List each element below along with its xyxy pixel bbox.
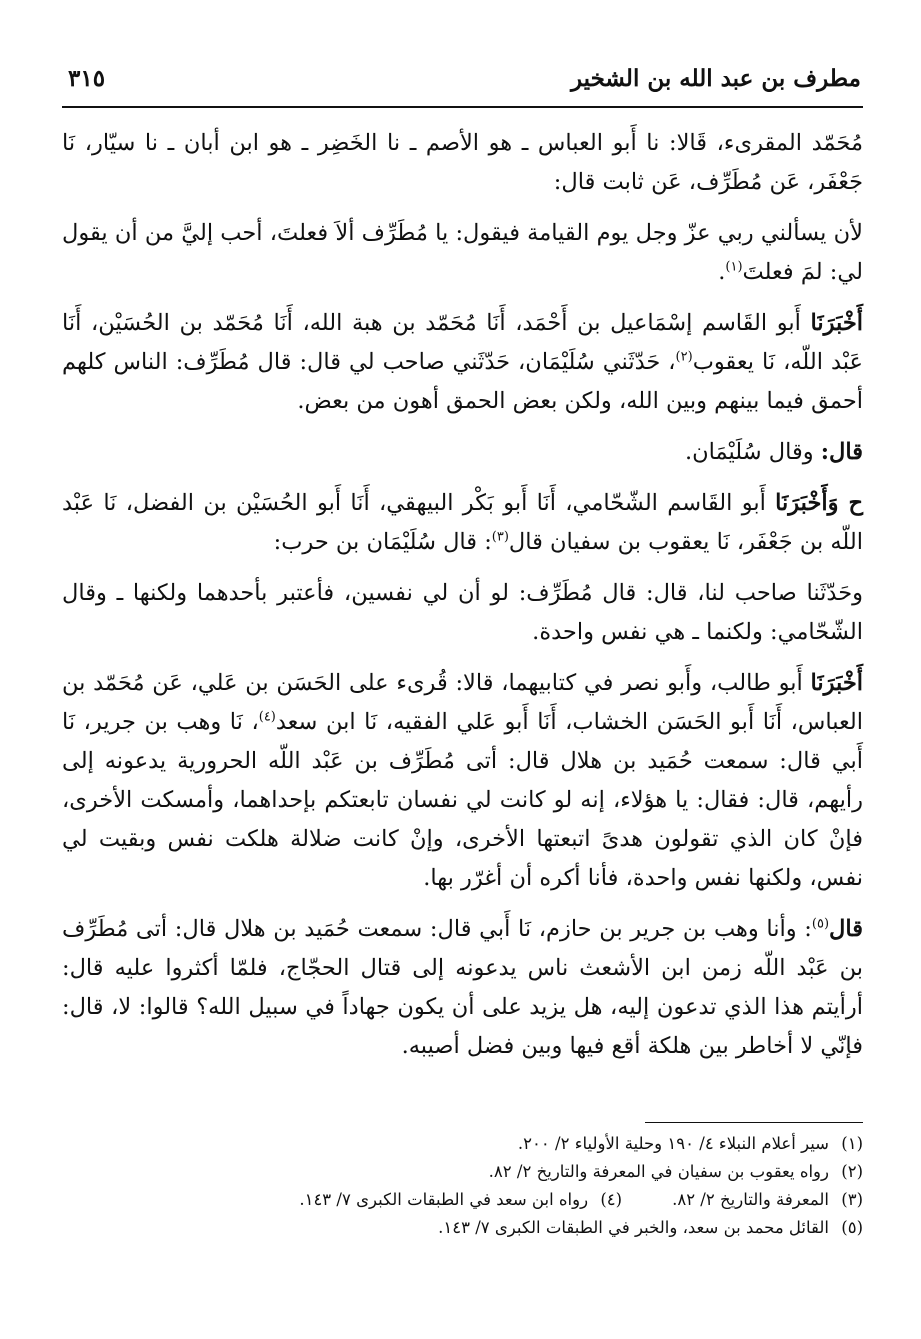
paragraph-6: وحَدّثَنا صاحب لنا، قال: قال مُطَرِّف: لو أن لي نفسين، فأعتبر بأحدهما ولكنها ـ وقال الشّحّامي: ولكنما ـ هي نفس واحدة. bbox=[62, 580, 863, 645]
isnad-lead: قال: bbox=[820, 439, 863, 465]
footnote-ref-2: (٢) bbox=[675, 349, 693, 365]
header-divider bbox=[62, 106, 863, 108]
isnad-lead: أَخْبَرَنَا bbox=[810, 310, 863, 336]
running-title: مطرف بن عبد الله بن الشخير bbox=[570, 64, 861, 92]
paragraph-4: قال: وقال سُلَيْمَان. bbox=[684, 439, 863, 465]
running-header bbox=[68, 58, 861, 98]
footnote-ref-5: (٥) bbox=[811, 916, 830, 932]
footnote-5: (٥)القائل محمد بن سعد، والخبر في الطبقات الكبرى ٧/ ١٤٣. bbox=[438, 1218, 863, 1237]
footnote-ref-1: (١) bbox=[725, 259, 743, 275]
paragraph-8: قال$^{(٥)}$: وأنا وهب بن جرير بن حازم، نَا أَبي قال: سمعت حُمَيد بن هلال قال: أتى مُطَرِّف بن عَبْد اللّه زمن ابن الأشعث ناس يدعونه إلى قتال الحجّاج، فلمّا أكثروا عليه قال: أرأيتم هذا الذي تدعون إليه، هل يزيد على أن يكون جهاداً في سبيل الله؟ قالوا: لا، قال: فإنّي لا أخاطر بين هلكة أقع فيها وبين فضل أصيبه. bbox=[62, 916, 863, 1059]
isnad-lead: ح وَأَخْبَرَنَا bbox=[775, 490, 863, 516]
main-text bbox=[62, 124, 863, 1078]
footnote-2: (٢)رواه يعقوب بن سفيان في المعرفة والتاريخ ٢/ ٨٢. bbox=[488, 1162, 863, 1181]
footnotes bbox=[62, 1130, 863, 1242]
footnote-divider bbox=[645, 1122, 863, 1123]
footnote-ref-3: (٣) bbox=[491, 529, 509, 545]
isnad-lead: قال bbox=[829, 916, 863, 942]
paragraph-5: ح وَأَخْبَرَنَا أَبو القَاسم الشّحّامي، أَنَا أَبو بَكْر البيهقي، أَنَا أَبو الحُسَيْن بن الفضل، نَا عَبْد اللّه بن جَعْفَر، نَا يعقوب بن سفيان قال$^{(٣)}$: قال سُلَيْمَان بن حرب: bbox=[62, 490, 863, 555]
footnote-1: (١)سير أعلام النبلاء ٤/ ١٩٠ وحلية الأولياء ٢/ ٢٠٠. bbox=[517, 1134, 863, 1153]
paragraph-1: مُحَمّد المقرىء، قَالا: نا أَبو العباس ـ هو الأصم ـ نا الخَضِر ـ هو ابن أبان ـ نا سيّار، نَا جَعْفَر، عَن مُطَرِّف، عَن ثابت قال: bbox=[62, 130, 863, 195]
isnad-lead: أَخْبَرَنَا bbox=[810, 670, 863, 696]
footnote-row bbox=[62, 1186, 863, 1214]
footnote-3: (٣)المعرفة والتاريخ ٢/ ٨٢. bbox=[672, 1190, 863, 1209]
footnote-4: (٤)رواه ابن سعد في الطبقات الكبرى ٧/ ١٤٣. bbox=[299, 1190, 623, 1209]
paragraph-7: أَخْبَرَنَا أَبو طالب، وأَبو نصر في كتابيهما، قالا: قُرىء على الحَسَن بن عَلي، عَن مُحَمّد بن العباس، أَنَا أَبو الحَسَن الخشاب، أَنَا أَبو عَلي الفقيه، نَا ابن سعد$^{(٤)}$، نَا وهب بن جرير، نَا أَبي قال: سمعت حُمَيد بن هلال قال: أتى مُطَرِّف بن عَبْد اللّه الحرورية يدعونه إلى رأيهم، قال: فقال: يا هؤلاء، إنه لو كانت لي نفسان تابعتكم بإحداهما، وأمسكت الأخرى، فإنْ كان الذي تقولون هدىً اتبعتها الأخرى، وإنْ كانت ضلالة هلكت نفس وبقيت لي نفس، ولكنها نفس واحدة، فأنا أكره أن أغرّر بها. bbox=[62, 670, 863, 891]
paragraph-2: لأن يسألني ربي عزّ وجل يوم القيامة فيقول: يا مُطَرِّف ألاَ فعلتَ، أحب إليَّ من أن يقول لي: لمَ فعلتَ$^{(١)}$. bbox=[62, 220, 863, 285]
footnote-ref-4: (٤) bbox=[258, 709, 276, 725]
paragraph-3: أَخْبَرَنَا أَبو القَاسم إسْمَاعيل بن أَحْمَد، أَنَا مُحَمّد بن هبة الله، أَنَا مُحَمّد بن الحُسَيْن، أَنَا عَبْد اللّه، نَا يعقوب$^{(٢)}$، حَدّثَني سُلَيْمَان، حَدّثَني صاحب لي قال: قال مُطَرِّف: الناس كلهم أحمق فيما بينهم وبين الله، ولكن بعض الحمق أهون من بعض. bbox=[62, 310, 863, 414]
page-number: ٣١٥ bbox=[68, 64, 106, 92]
